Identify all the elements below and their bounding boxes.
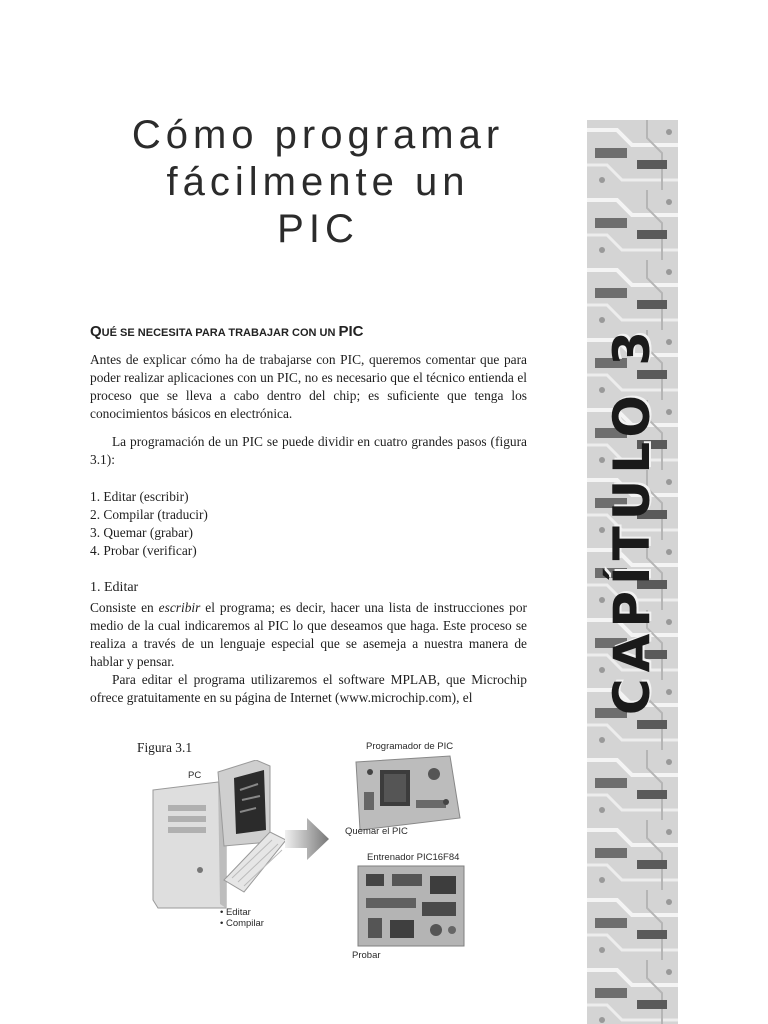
step-item: 4. Probar (verificar) [90, 543, 197, 558]
programmer-board-image [350, 752, 462, 832]
title-line-3: PIC [277, 207, 359, 251]
test-label: Probar [352, 950, 381, 961]
section-heading-text: QUÉ SE NECESITA PARA TRABAJAR CON UN PIC [90, 323, 364, 340]
edit-paragraph-1 [90, 599, 527, 671]
burn-label: Quemar el PIC [345, 826, 408, 837]
step-item: 1. Editar (escribir) [90, 489, 189, 504]
edit-item-label: • Editar [220, 907, 251, 918]
title-line-1: Cómo programar [131, 113, 505, 157]
steps-intro-paragraph: La programación de un PIC se puede dividir en cuatro grandes pasos (figura 3.1): [90, 434, 527, 467]
trainer-label: Entrenador PIC16F84 [367, 852, 460, 863]
step-item: 3. Quemar (grabar) [90, 525, 193, 540]
step-item: 2. Compilar (traducir) [90, 507, 208, 522]
title-line-2: fácilmente un [166, 160, 470, 204]
trainer-board-image [356, 864, 466, 948]
chapter-label-text: CAPÍTULO 3 [603, 324, 662, 716]
edit-p1-start: Consiste en [90, 600, 159, 615]
edit-paragraph-2: Para editar el programa utilizaremos el software MPLAB, que Microchip ofrece gratuitamente en su página de Internet (www.microchip.com), el [90, 672, 527, 705]
pc-label: PC [188, 770, 202, 781]
edit-p1-end: el programa; es decir, hacer una lista de instrucciones por medio de la cual indicaremos al PIC lo que deseamos que haga. Este proceso se realiza a través de un lenguaje especial que se asemeja a nuestra manera de hablar y pensar. [90, 600, 528, 669]
edit-subheading: 1. Editar [90, 580, 139, 595]
compile-item-label: • Compilar [220, 918, 264, 929]
edit-p1-emphasis: escribir [158, 600, 201, 615]
chapter-title [60, 112, 576, 253]
section-heading [90, 323, 364, 340]
figure-caption: Figura 3.1 [137, 740, 193, 755]
chapter-label [596, 324, 669, 716]
arrow-icon [285, 818, 329, 860]
pc-image [148, 760, 288, 910]
programmer-label: Programador de PIC [366, 741, 454, 752]
intro-paragraph: Antes de explicar cómo ha de trabajarse con PIC, queremos comentar que para poder realizar aplicaciones con un PIC, no es necesario que el técnico entienda el proceso que se lleva a cabo dentro del chip; es suficiente que tenga los conocimientos básicos en electrónica. [90, 352, 527, 421]
